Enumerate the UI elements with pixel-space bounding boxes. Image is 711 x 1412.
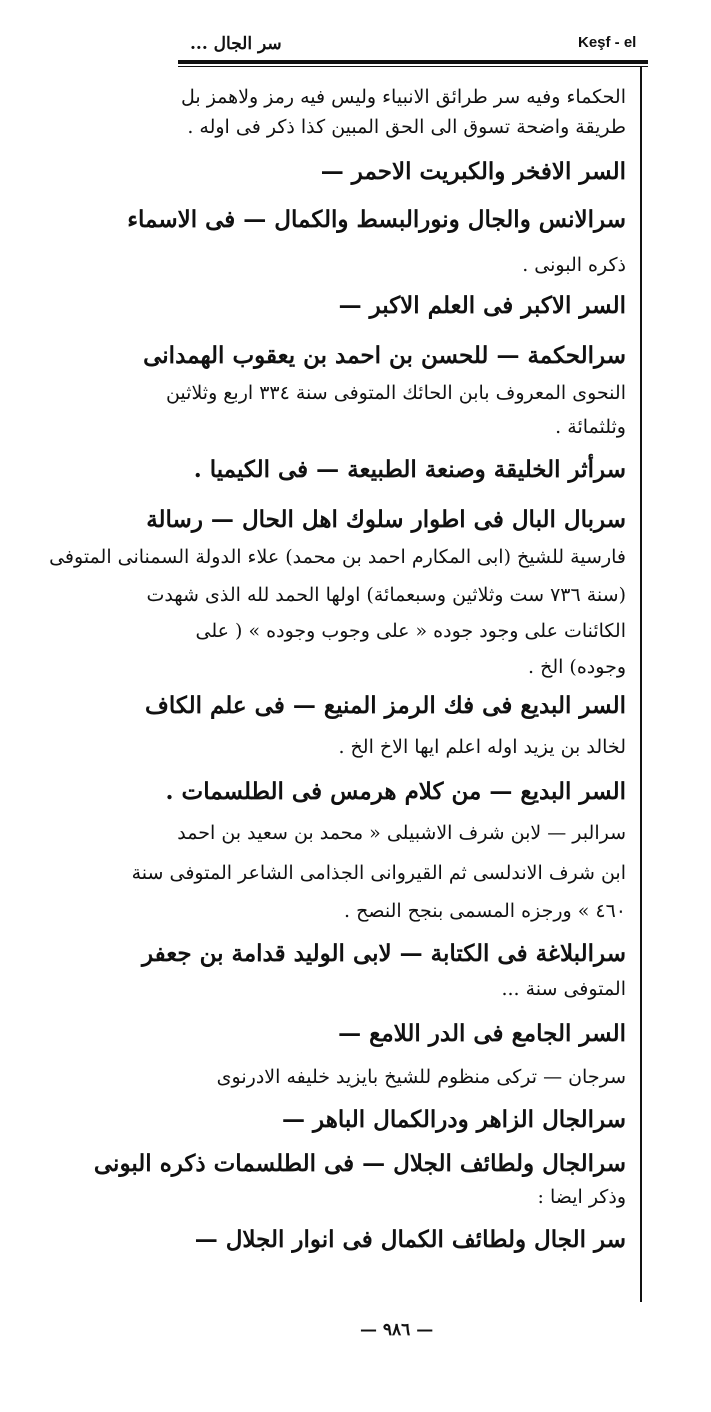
text-line: ابن شرف الاندلسى ثم القيروانى الجذامى الشاعر المتوفى سنة xyxy=(131,862,626,884)
text-line: الكائنات على وجود جوده « على وجوب وجوده » ( على xyxy=(195,620,626,642)
book-code: Keşf - el xyxy=(578,34,637,51)
text-line: المتوفى سنة ... xyxy=(501,978,626,1000)
text-line: فارسية للشيخ (ابى المكارم احمد بن محمد) علاء الدولة السمنانى المتوفى xyxy=(49,546,626,568)
entry-heading-line: سرأثر الخليقة وصنعة الطبيعة — فى الكيميا . xyxy=(193,456,626,483)
margin-rule xyxy=(640,66,642,1302)
header-rule-thin xyxy=(178,66,648,67)
page-number: — ٩٨٦ — xyxy=(360,1320,434,1340)
entry-heading-line: سربال البال فى اطوار سلوك اهل الحال — رسالة xyxy=(146,506,626,533)
entry-heading-line: سرالجال ولطائف الجلال — فى الطلسمات ذكره البونى xyxy=(93,1150,626,1177)
entry-heading-line: السر الافخر والكبريت الاحمر — xyxy=(320,158,626,185)
text-line: طريقة واضحة تسوق الى الحق المبين كذا ذكر فى اوله . xyxy=(187,116,626,138)
text-line: لخالد بن يزيد اوله اعلم ايها الاخ الخ . xyxy=(338,736,626,758)
text-line: الحكماء وفيه سر طرائق الانبياء وليس فيه رمز ولاهمز بل xyxy=(180,86,626,108)
text-line: ذكره البونى . xyxy=(522,254,626,276)
text-line: وجوده) الخ . xyxy=(527,656,626,678)
running-title: سر الجال ... xyxy=(190,34,282,54)
entry-heading-line: سرالبلاغة فى الكتابة — لابى الوليد قدامة بن جعفر xyxy=(141,940,626,967)
text-line: ٤٦٠ » ورجزه المسمى بنجح النصح . xyxy=(344,900,626,922)
header-rule xyxy=(178,60,648,64)
entry-heading-line: السر البديع — من كلام هرمس فى الطلسمات . xyxy=(165,778,626,805)
entry-heading-line: سرالانس والجال ونورالبسط والكمال — فى الاسماء xyxy=(127,206,626,233)
entry-heading-line: السر الجامع فى الدر اللامع — xyxy=(338,1020,626,1047)
text-line: النحوى المعروف بابن الحائك المتوفى سنة ٣٣٤ اربع وثلاثين xyxy=(165,382,626,404)
text-line: (سنة ٧٣٦ ست وثلاثين وسبعمائة) اولها الحمد لله الذى شهدت xyxy=(146,584,626,606)
text-line: سرجان — تركى منظوم للشيخ بايزيد خليفه الادرنوى xyxy=(216,1066,626,1088)
entry-heading-line: سرالحكمة — للحسن بن احمد بن يعقوب الهمدانى xyxy=(143,342,626,369)
entry-heading-line: السر البديع فى فك الرمز المنيع — فى علم الكاف xyxy=(145,692,626,719)
text-line: وذكر ايضا : xyxy=(537,1186,626,1208)
entry-heading-line: سر الجال ولطائف الكمال فى انوار الجلال — xyxy=(194,1226,626,1253)
entry-heading-line: السر الاكبر فى العلم الاكبر — xyxy=(338,292,626,319)
text-line: سرالبر — لابن شرف الاشبيلى « محمد بن سعيد بن احمد xyxy=(177,822,626,844)
entry-heading-line: سرالجال الزاهر ودرالكمال الباهر — xyxy=(282,1106,626,1133)
text-line: وثلثمائة . xyxy=(555,416,626,438)
